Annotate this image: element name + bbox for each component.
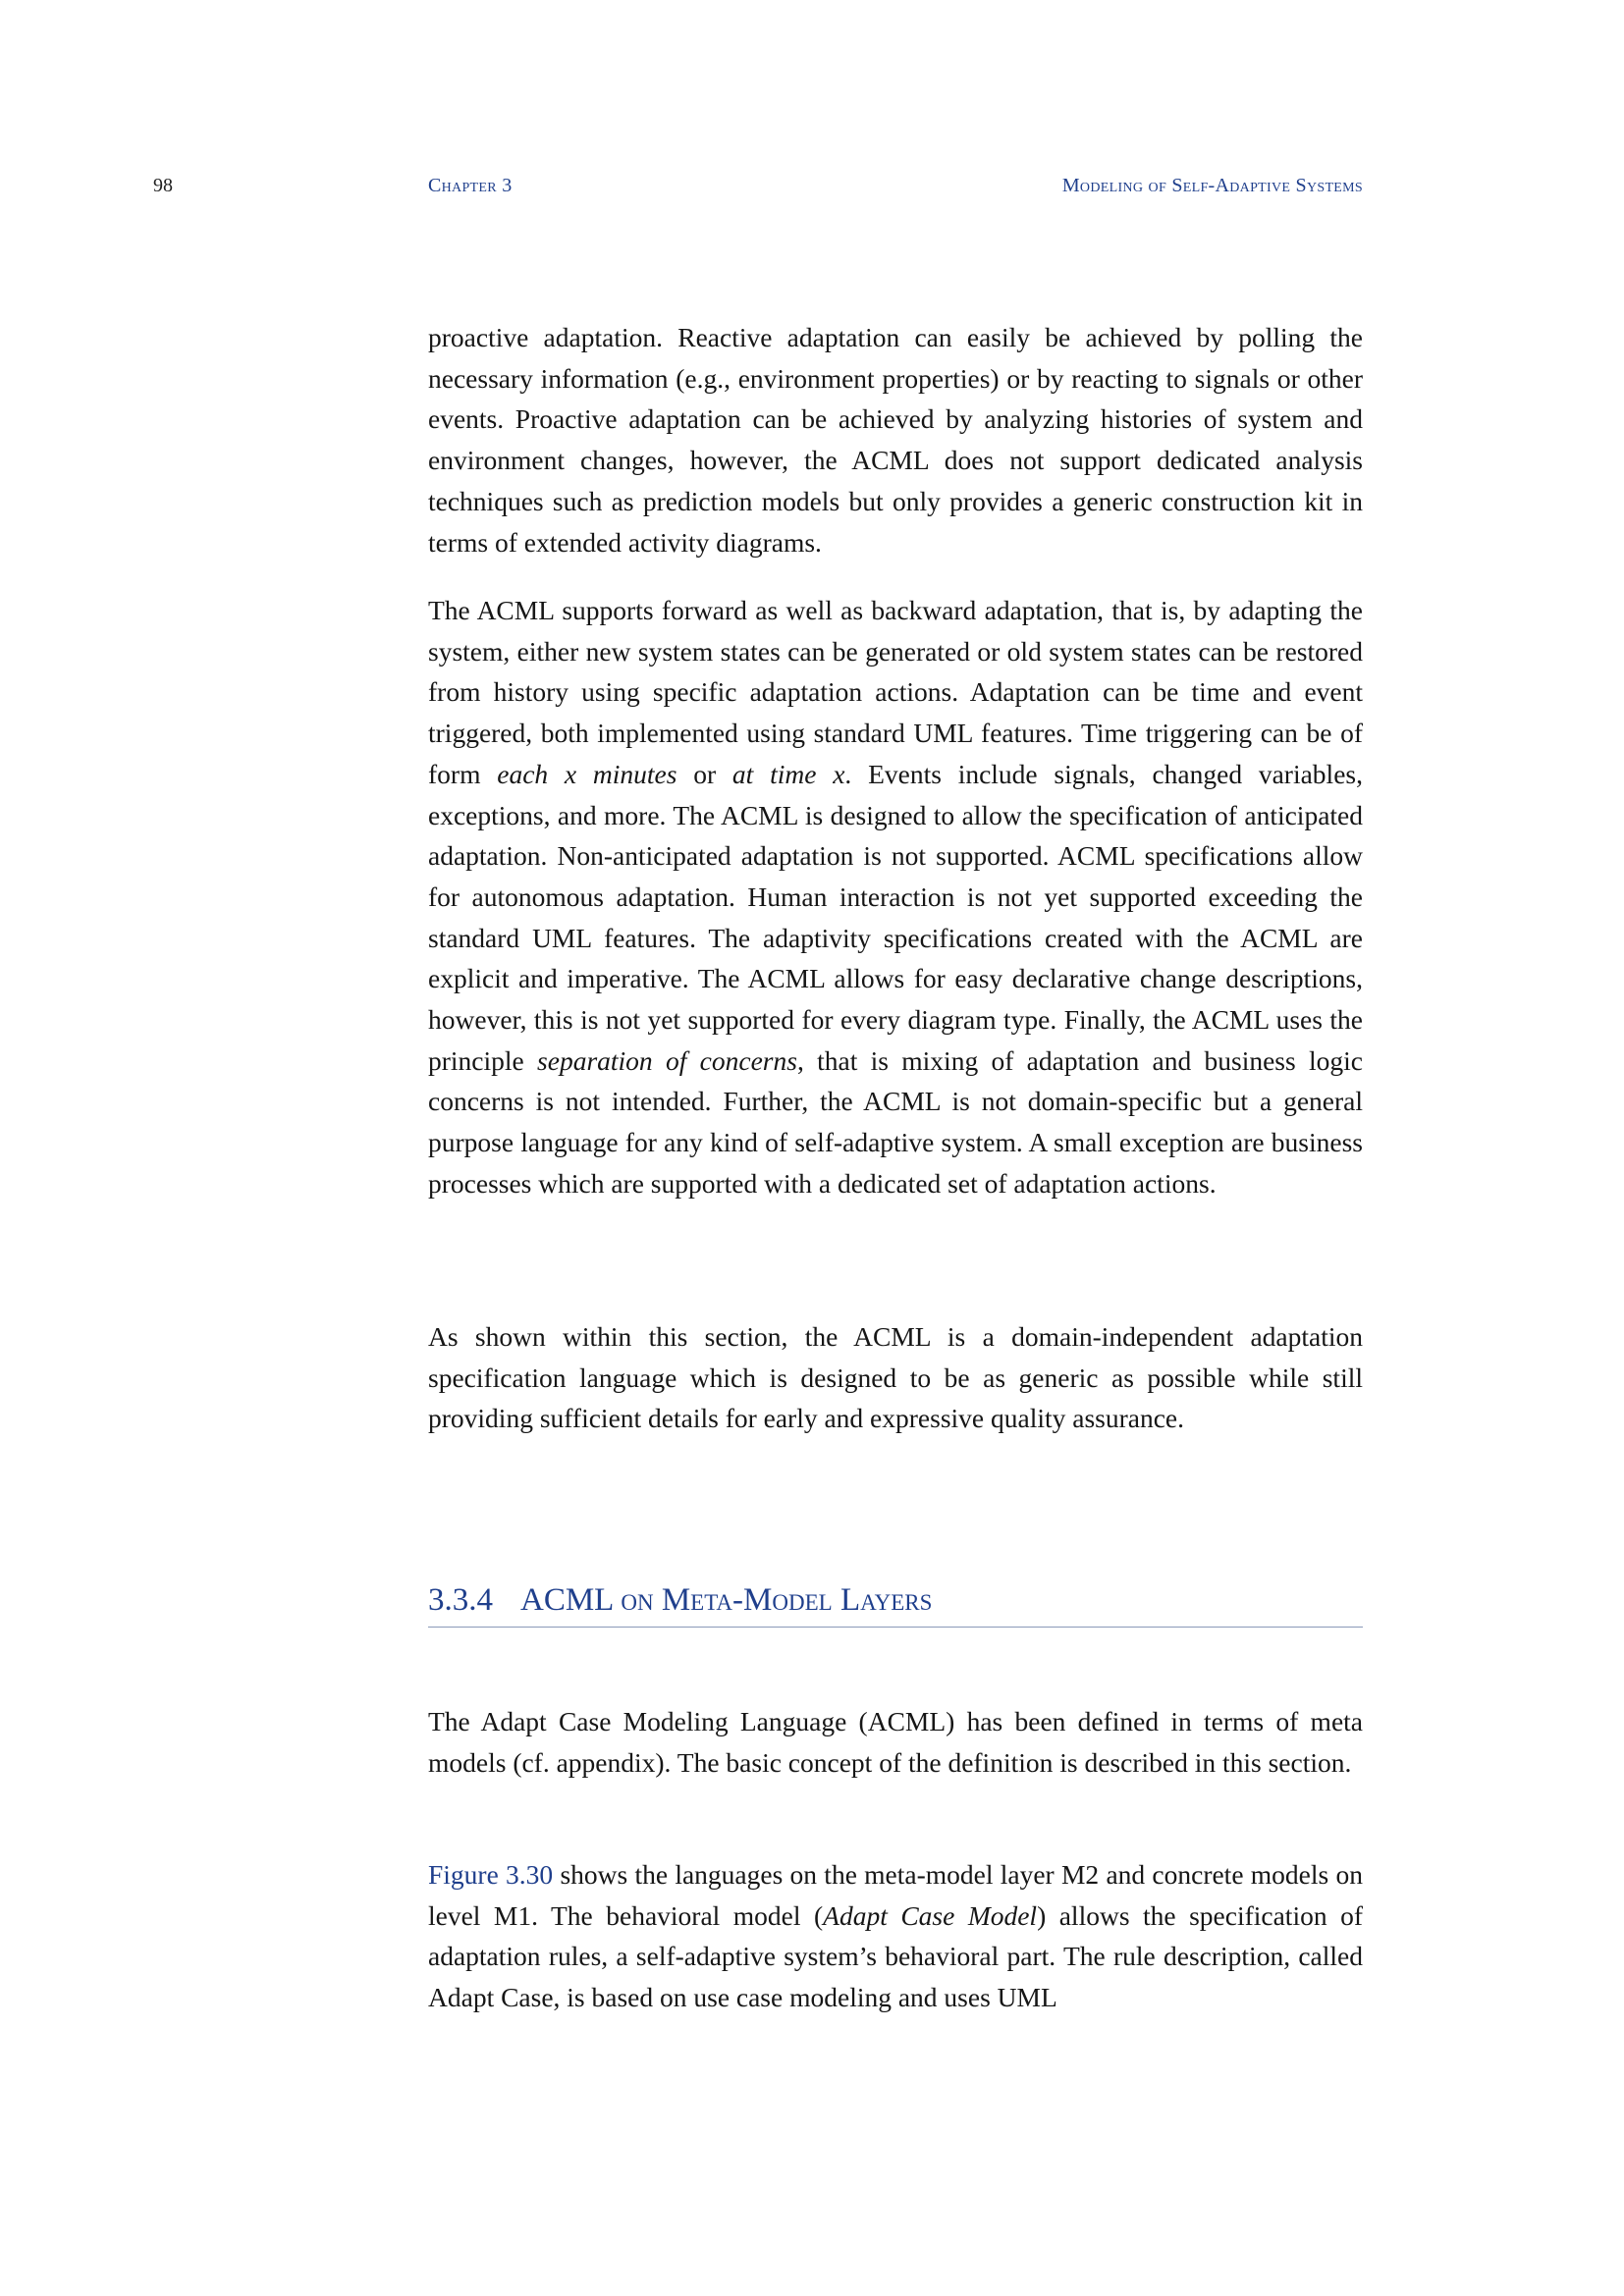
paragraph-acml-features (428, 590, 1363, 1204)
section-title: ACML on Meta-Model Layers (520, 1582, 933, 1618)
paragraph-proactive-adaptation: proactive adaptation. Reactive adaptation can easily be achieved by polling the necessary information (e.g., environment properties) or by reacting to signals or other events. Proactive adaptation can be achieved by analyzing histories of system and environment changes, however, the ACML does not support dedicated analysis techniques such as prediction models but only provides a generic construction kit in terms of extended activity diagrams. (428, 322, 1363, 558)
emphasis-at-time-x: at time x (731, 758, 845, 789)
running-head-chapter: Chapter 3 (428, 175, 513, 196)
figure-3-30-link[interactable]: Figure 3.30 (428, 1859, 554, 1890)
text-run: shows the languages on the meta-model layer M2 and concrete models on level M1. The behavioral model ( (428, 1859, 1363, 1931)
page-number: 98 (153, 175, 173, 196)
emphasis-separation-of-concerns: separation of concerns (537, 1044, 797, 1076)
text-run: , that is mixing of adaptation and business logic concerns is not intended. Further, the ACML is not domain-specific but a general purpose language for any kind of self-adaptive system. A small exception are business processes which are supported with a dedicated set of adaptation actions. (428, 1044, 1363, 1199)
section-number: 3.3.4 (428, 1582, 493, 1618)
emphasis-each-x-minutes: each x minutes (497, 758, 677, 789)
paragraph-section-summary: As shown within this section, the ACML is a domain-independent adaptation specification language which is designed to be as generic as possible while still providing sufficient details for early and expressive quality assurance. (428, 1321, 1363, 1434)
text-run: ) allows the specification of adaptation rules, a self-adaptive system’s behavioral part. The rule description, called Adapt Case, is based on use case modeling and uses UML (428, 1899, 1363, 2013)
section-heading (428, 1582, 1363, 1628)
emphasis-adapt-case-model: Adapt Case Model (823, 1899, 1038, 1931)
text-run: or (677, 758, 732, 789)
text-run: . Events include signals, changed variables, exceptions, and more. The ACML is designed to allow the specification of anticipated adaptation. Non-anticipated adaptation is not supported. ACML specifications allow for autonomous adaptation. Human interaction is not yet supported exceeding the standard UML features. The adaptivity specifications created with the ACML are explicit and imperative. The ACML allows for easy declarative change descriptions, however, this is not yet supported for every diagram type. Finally, the ACML uses the principle (428, 758, 1363, 1076)
running-head-section: Modeling of Self-Adaptive Systems (1061, 175, 1363, 196)
paragraph-acml-definition: The Adapt Case Modeling Language (ACML) has been defined in terms of meta models (cf. appendix). The basic concept of the definition is described in this section. (428, 1706, 1363, 1778)
paragraph-figure-reference (428, 1854, 1363, 2018)
text-run: The ACML supports forward as well as backward adaptation, that is, by adapting the system, either new system states can be generated or old system states can be restored from history using specific adaptation actions. Adaptation can be time and event triggered, both implemented using standard UML features. Time triggering can be of form (428, 595, 1363, 789)
